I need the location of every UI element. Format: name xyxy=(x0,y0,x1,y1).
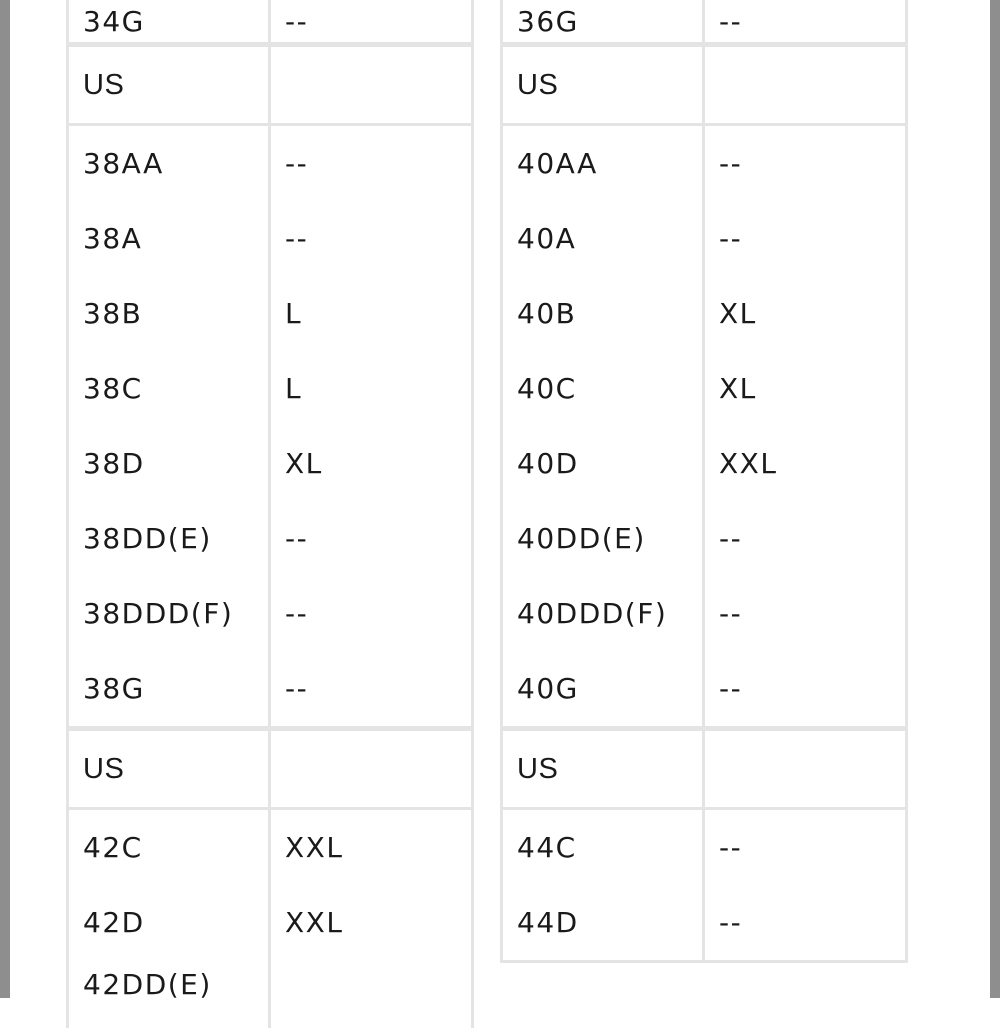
size-cell: 36G xyxy=(502,0,704,45)
table-row xyxy=(502,809,907,886)
size-cell: 38C xyxy=(68,351,270,426)
converted-size-cell: -- xyxy=(704,125,907,202)
table-row xyxy=(502,0,907,45)
table-row xyxy=(502,201,907,276)
converted-size-cell: -- xyxy=(270,0,473,45)
converted-size-cell: XXL xyxy=(704,426,907,501)
left-edge-divider xyxy=(0,0,10,998)
converted-size-cell: L xyxy=(270,276,473,351)
converted-size-cell: -- xyxy=(704,0,907,45)
converted-size-cell: -- xyxy=(704,501,907,576)
size-cell: 42D xyxy=(68,885,270,960)
converted-size-cell: -- xyxy=(704,809,907,886)
table-row xyxy=(502,426,907,501)
header-region-label: US xyxy=(68,729,270,809)
size-cell: 40C xyxy=(502,351,704,426)
converted-size-cell: -- xyxy=(704,201,907,276)
table-header-row xyxy=(68,45,473,125)
header-region-label: US xyxy=(68,45,270,125)
header-empty-cell xyxy=(704,729,907,809)
table-row xyxy=(68,576,473,651)
converted-size-cell: -- xyxy=(704,576,907,651)
size-chart-left xyxy=(66,0,474,1028)
size-cell: 40DDD(F) xyxy=(502,576,704,651)
table-header-row xyxy=(502,45,907,125)
table-header-row xyxy=(68,729,473,809)
size-cell: 42C xyxy=(68,809,270,886)
converted-size-cell: XL xyxy=(704,351,907,426)
table-row xyxy=(502,576,907,651)
converted-size-cell: -- xyxy=(270,501,473,576)
table-header-row xyxy=(502,729,907,809)
header-empty-cell xyxy=(270,45,473,125)
header-empty-cell xyxy=(704,45,907,125)
size-cell: 40D xyxy=(502,426,704,501)
size-cell: 40AA xyxy=(502,125,704,202)
converted-size-cell: -- xyxy=(270,576,473,651)
converted-size-cell: XXL xyxy=(270,885,473,960)
table-row xyxy=(502,276,907,351)
table-row xyxy=(68,501,473,576)
table-row xyxy=(502,125,907,202)
size-cell: 40G xyxy=(502,651,704,729)
size-cell: 40A xyxy=(502,201,704,276)
size-cell: 38DD(E) xyxy=(68,501,270,576)
table-row xyxy=(502,885,907,962)
converted-size-cell: -- xyxy=(704,651,907,729)
table-row xyxy=(68,201,473,276)
header-region-label: US xyxy=(502,729,704,809)
size-cell: 42DD(E) xyxy=(68,960,270,1028)
header-empty-cell xyxy=(270,729,473,809)
size-cell: 44D xyxy=(502,885,704,962)
size-cell: 38D xyxy=(68,426,270,501)
table-row xyxy=(68,809,473,886)
size-cell: 38DDD(F) xyxy=(68,576,270,651)
size-cell: 34G xyxy=(68,0,270,45)
table-row xyxy=(502,351,907,426)
table-row xyxy=(68,0,473,45)
converted-size-cell: XL xyxy=(704,276,907,351)
size-cell: 44C xyxy=(502,809,704,886)
converted-size-cell xyxy=(270,960,473,1028)
table-row xyxy=(68,125,473,202)
size-chart-right xyxy=(500,0,908,963)
converted-size-cell: -- xyxy=(270,651,473,729)
size-cell: 40DD(E) xyxy=(502,501,704,576)
table-row xyxy=(68,351,473,426)
right-edge-divider xyxy=(990,0,1000,998)
converted-size-cell: -- xyxy=(704,885,907,962)
converted-size-cell: L xyxy=(270,351,473,426)
converted-size-cell: -- xyxy=(270,125,473,202)
size-cell: 38G xyxy=(68,651,270,729)
table-row xyxy=(502,651,907,729)
converted-size-cell: XL xyxy=(270,426,473,501)
converted-size-cell: -- xyxy=(270,201,473,276)
size-cell: 40B xyxy=(502,276,704,351)
header-region-label: US xyxy=(502,45,704,125)
table-row xyxy=(68,960,473,1028)
size-cell: 38AA xyxy=(68,125,270,202)
table-row xyxy=(68,651,473,729)
table-row xyxy=(68,426,473,501)
table-row xyxy=(68,276,473,351)
size-cell: 38A xyxy=(68,201,270,276)
size-cell: 38B xyxy=(68,276,270,351)
table-row xyxy=(68,885,473,960)
converted-size-cell: XXL xyxy=(270,809,473,886)
table-row xyxy=(502,501,907,576)
